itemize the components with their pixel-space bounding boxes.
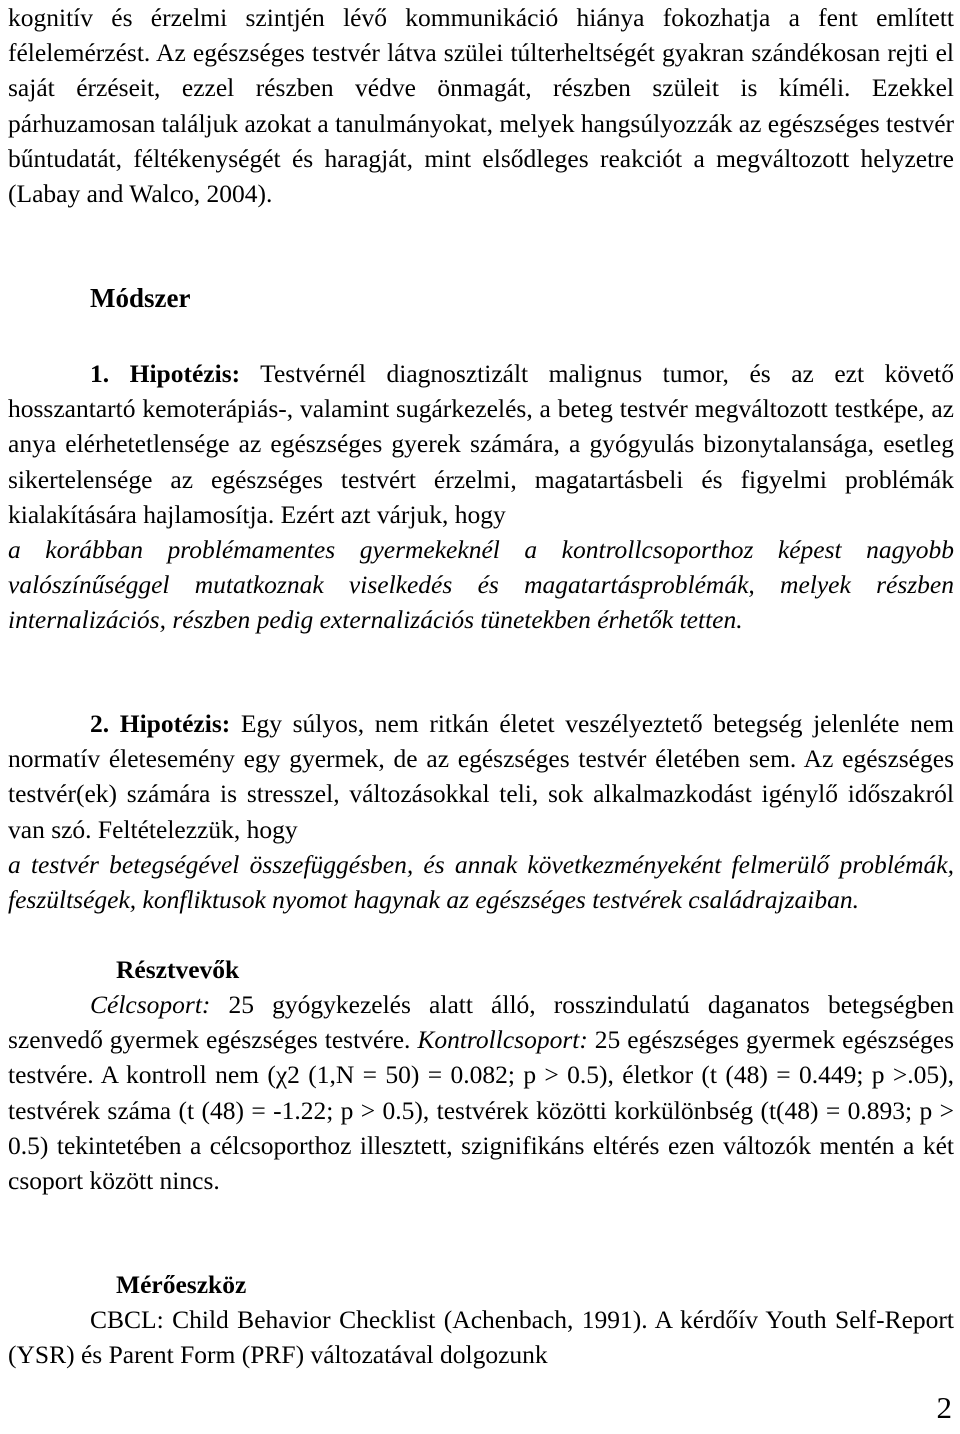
- hypothesis-2-text: Egy súlyos, nem ritkán életet veszélyeztető betegség jelenléte nem normatív életesemény egy gyermek, de az egészséges testvér életében sem. Az egészséges testvér(ek) számára is stresszel, változásokkal teli, sok alkalmazkodást igénylő időszakról van szó. Feltételezzük, hogy: [8, 709, 954, 844]
- target-group-text: 25 gyógykezelés alatt álló, rosszindulatú daganatos betegségben szenvedő gyermek egészséges testvére.: [8, 990, 954, 1055]
- hypothesis-1-label: 1. Hipotézis:: [90, 359, 241, 388]
- instrument-text: CBCL: Child Behavior Checklist (Achenbach, 1991). A kérdőív Youth Self-Report (YSR) és Parent Form (PRF) változatával dolgozunk: [8, 1305, 954, 1370]
- hypothesis-1-text: Testvérnél diagnosztizált malignus tumor, és az ezt követő hosszantartó kemoterápiás-, valamint sugárkezelés, a beteg testvér megváltozott testképe, az anya elérhetetlensége az egészséges gyerek számára, a gyógyulás bizonytalansága, esetleg sikertelensége az egészséges testvért érzelmi, magatartásbeli és figyelmi problémák kialakítására hajlamosítja. Ezért azt várjuk, hogy: [8, 359, 954, 529]
- control-group-label: Kontrollcsoport:: [417, 1025, 588, 1055]
- instrument-paragraph: [8, 1302, 954, 1372]
- instrument-heading: Mérőeszköz: [116, 1270, 247, 1299]
- participants-heading: Résztvevők: [116, 955, 240, 984]
- hypothesis-1-italic: a korábban problémamentes gyermekeknél a kontrollcsoporthoz képest nagyobb valószínűséggel mutatkoznak viselkedés és magatartásproblémák, melyek részben internalizációs, részben pedig externalizációs tünetekben érhetők tetten.: [8, 535, 954, 635]
- hypothesis-2-italic: a testvér betegségével összefüggésben, és annak következményeként felmerülő problémák, feszültségek, konfliktusok nyomot hagynak az egészséges testvérek családrajzaiban.: [8, 849, 954, 915]
- control-group-text: 25 egészséges gyermek egészséges testvére. A kontroll nem (χ2 (1,N = 50) = 0.082; p > 0.5), életkor (t (48) = 0.449; p >.05), testvérek száma (t (48) = -1.22; p > 0.5), testvérek közötti korkülönbség (t(48) = 0.893; p > 0.5) tekintetében a célcsoporthoz illesztett, szignifikáns eltérés ezen változók mentén a két csoport között nincs.: [8, 1025, 954, 1196]
- participants-paragraph: [8, 987, 954, 1198]
- intro-text: kognitív és érzelmi szintjén lévő kommunikáció hiánya fokozhatja a fent említett félelemérzést. Az egészséges testvér látva szülei túlterheltségét gyakran szándékosan rejti el saját érzéseit, ezzel részben védve önmagát, részben szüleit is kíméli. Ezekkel párhuzamosan találjuk azokat a tanulmányokat, melyek hangsúlyozzák az egészséges testvér bűntudatát, féltékenységét és haragját, mint elsődleges reakciót a megváltozott helyzetre (Labay and Walco, 2004).: [8, 3, 954, 209]
- intro-paragraph: [8, 0, 954, 211]
- hypothesis-1: [8, 356, 954, 638]
- hypothesis-2-label: 2. Hipotézis:: [90, 709, 231, 738]
- hypothesis-2: [8, 706, 954, 917]
- page-number: 2: [936, 1390, 952, 1425]
- method-heading: Módszer: [90, 283, 191, 313]
- target-group-label: Célcsoport:: [90, 990, 211, 1019]
